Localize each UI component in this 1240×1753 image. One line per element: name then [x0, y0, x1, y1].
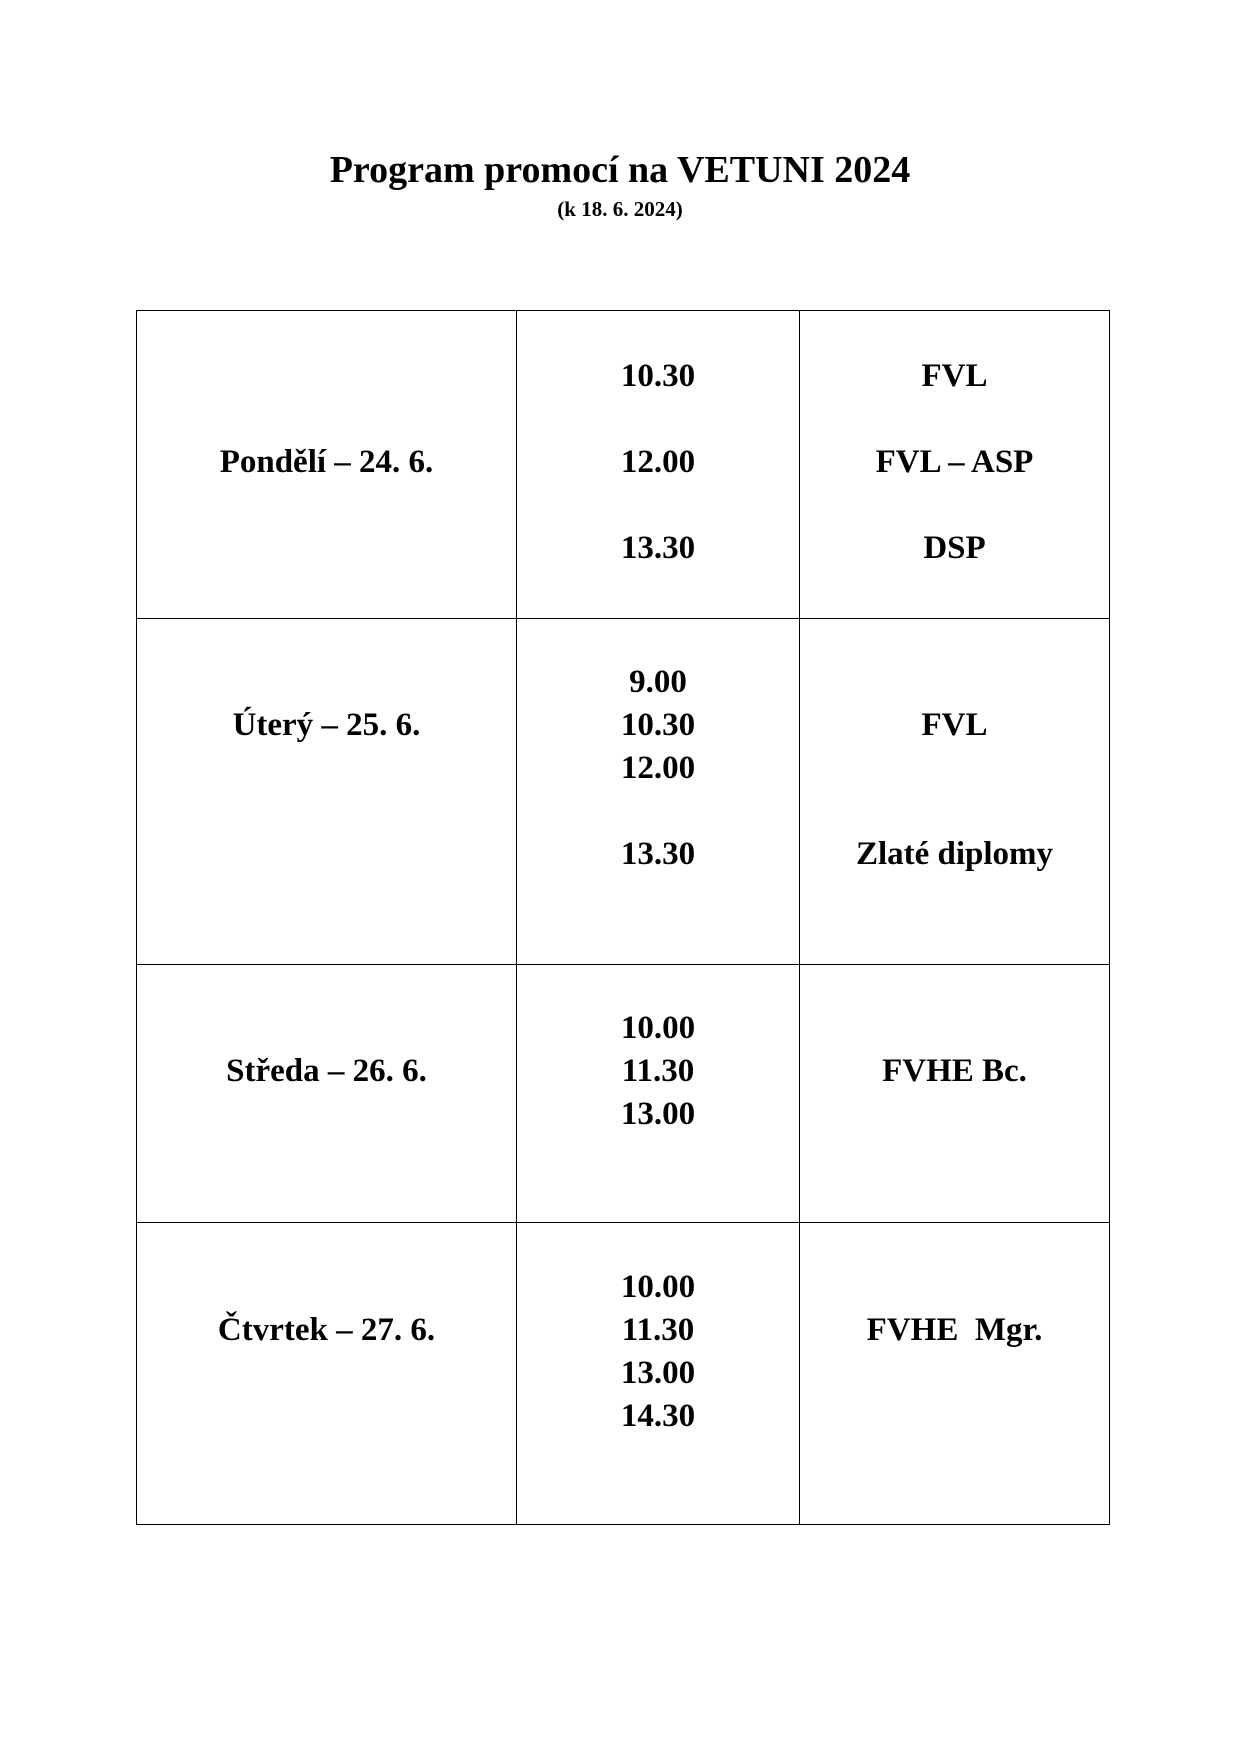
table-row: [137, 1223, 1110, 1525]
time-label: 10.00: [620, 1010, 696, 1046]
event-label: FVL – ASP: [875, 444, 1034, 480]
table-row: [137, 965, 1110, 1223]
times-cell: [517, 965, 800, 1223]
time-label: 9.00: [629, 664, 687, 700]
times-cell: [517, 311, 800, 619]
day-label: Pondělí – 24. 6.: [219, 444, 434, 480]
time-label: 10.30: [620, 707, 696, 743]
event-label: FVL: [921, 358, 988, 394]
time-label: 11.30: [621, 1312, 695, 1348]
time-label: 12.00: [620, 750, 696, 786]
day-cell: [137, 311, 517, 619]
time-label: 12.00: [620, 444, 696, 480]
day-label: Čtvrtek – 27. 6.: [217, 1312, 436, 1348]
time-label: 10.00: [620, 1269, 696, 1305]
event-label: FVHE Bc.: [882, 1053, 1027, 1089]
day-cell: [137, 619, 517, 965]
times-cell: [517, 619, 800, 965]
page-subtitle: (k 18. 6. 2024): [557, 197, 683, 221]
event-cell: [800, 311, 1110, 619]
time-label: 13.00: [620, 1096, 696, 1132]
time-label: 13.30: [620, 836, 696, 872]
time-label: 13.30: [620, 530, 696, 566]
time-label: 11.30: [621, 1053, 695, 1089]
event-label: Zlaté diplomy: [855, 836, 1054, 872]
event-cell: [800, 1223, 1110, 1525]
time-label: 10.30: [620, 358, 696, 394]
day-label: Středa – 26. 6.: [226, 1053, 427, 1089]
day-cell: [137, 965, 517, 1223]
event-label: FVL: [921, 707, 988, 743]
time-label: 13.00: [620, 1355, 696, 1391]
table-row: [137, 619, 1110, 965]
event-label: DSP: [923, 530, 986, 566]
time-label: 14.30: [620, 1398, 696, 1434]
event-cell: [800, 619, 1110, 965]
times-cell: [517, 1223, 800, 1525]
event-label: FVHE Mgr.: [866, 1312, 1043, 1348]
table-row: [137, 311, 1110, 619]
day-cell: [137, 1223, 517, 1525]
page-title: Program promocí na VETUNI 2024: [329, 149, 911, 191]
schedule-table: [136, 310, 1110, 1525]
day-label: Úterý – 25. 6.: [232, 707, 421, 743]
event-cell: [800, 965, 1110, 1223]
